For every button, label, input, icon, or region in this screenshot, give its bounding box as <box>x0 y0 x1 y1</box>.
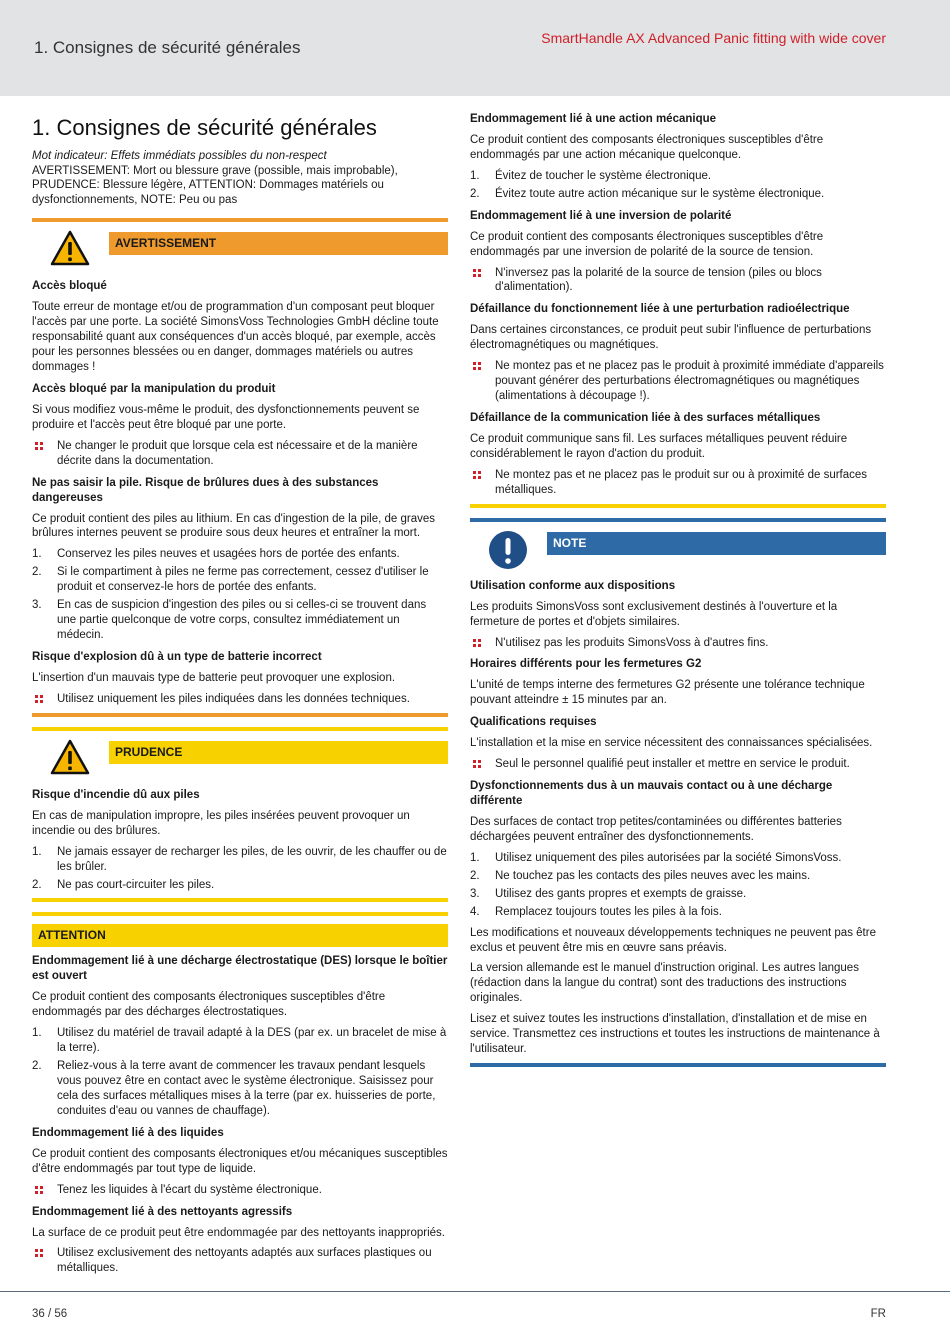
paragraph: Lisez et suivez toutes les instructions d'installation, d'installation et de mise en service. Transmettez ces instructions et toutes les instructions de maintenance à l'utilisateur. <box>470 1013 880 1056</box>
note-box-top-bar <box>470 518 886 522</box>
numbered-item <box>470 887 886 902</box>
section-heading: Utilisation conforme aux dispositions <box>470 579 676 592</box>
warning-header <box>32 226 448 272</box>
bullet-list <box>470 468 886 498</box>
numbered-item <box>470 169 886 184</box>
paragraph: Ce produit contient des composants électroniques susceptibles d'être endommagés par des décharges électrostatiques. <box>32 991 386 1019</box>
section-heading: Qualifications requises <box>470 716 597 729</box>
paragraph: En cas de manipulation impropre, les piles insérées peuvent provoquer un incendie ou des brûlures. <box>32 809 410 837</box>
header-section-title: 1. Consignes de sécurité générales <box>34 38 301 57</box>
exclamation-circle-icon <box>488 530 528 570</box>
numbered-list <box>32 1026 448 1119</box>
bullet-item: Seul le personnel qualifié peut installer et mettre en service le produit. <box>470 757 886 772</box>
attention-box-top-bar <box>32 912 448 916</box>
left-column <box>32 112 448 1282</box>
item-number: 2. <box>32 566 42 579</box>
item-text: En cas de suspicion d'ingestion des piles ou si celles-ci se trouvent dans une partie quelconque de votre corps, consultez immédiatement un médecin. <box>57 599 427 642</box>
attention-box-bottom-bar <box>470 504 886 508</box>
item-number: 2. <box>32 1060 42 1073</box>
numbered-item <box>32 565 448 595</box>
bullet-item: Ne changer le produit que lorsque cela est nécessaire et de la manière décrite dans la documentation. <box>32 439 448 469</box>
language-code: FR <box>870 1308 886 1320</box>
caution-box-bottom-bar <box>32 898 448 902</box>
item-text: Conservez les piles neuves et usagées hors de portée des enfants. <box>57 548 400 561</box>
paragraph: Dans certaines circonstances, ce produit peut subir l'influence de perturbations électromagnétiques ou magnétiques. <box>470 324 872 352</box>
item-number: 2. <box>470 187 480 200</box>
numbered-list <box>470 851 886 920</box>
item-text: Ne pas court-circuiter les piles. <box>57 878 215 891</box>
note-label: NOTE <box>547 532 886 555</box>
section-heading: Endommagement lié à des nettoyants agressifs <box>32 1205 293 1218</box>
numbered-item <box>32 1059 448 1119</box>
warning-triangle-icon <box>50 230 90 266</box>
bullet-list <box>470 359 886 404</box>
bullet-item: Tenez les liquides à l'écart du système électronique. <box>32 1183 448 1198</box>
paragraph: Ce produit contient des composants électroniques susceptibles d'être endommagés par une inversion de polarité de la source de tension. <box>470 230 824 258</box>
paragraph: Les produits SimonsVoss sont exclusivement destinés à l'ouverture et la fermeture de portes et d'objets similaires. <box>470 600 838 628</box>
numbered-item <box>32 878 448 893</box>
header-product-name: SmartHandle AX Advanced Panic fitting with wide cover <box>541 30 886 46</box>
warning-body <box>32 279 448 707</box>
warning-box-top-bar <box>32 218 448 222</box>
numbered-item <box>470 905 886 920</box>
bullet-list <box>470 266 886 296</box>
section-heading: Endommagement lié à une inversion de polarité <box>470 209 732 222</box>
item-text: Utilisez des gants propres et exempts de graisse. <box>495 887 747 900</box>
item-number: 3. <box>32 599 42 612</box>
attention-body <box>32 954 448 1276</box>
page-number: 36 / 56 <box>32 1308 68 1320</box>
bullet-list <box>32 439 448 469</box>
numbered-list <box>32 547 448 643</box>
footer-divider <box>0 1291 950 1292</box>
page-header <box>0 0 950 96</box>
paragraph: L'insertion d'un mauvais type de batterie peut provoquer une explosion. <box>32 671 396 684</box>
section-heading: Endommagement lié à une action mécanique <box>470 113 717 125</box>
item-number: 1. <box>470 851 480 864</box>
paragraph: L'installation et la mise en service nécessitent des connaissances spécialisées. <box>470 737 873 750</box>
section-heading: Accès bloqué <box>32 280 107 293</box>
bullet-item: Utilisez uniquement les piles indiquées dans les données techniques. <box>32 692 448 707</box>
paragraph: Ce produit contient des composants électroniques susceptibles d'être endommagés par une action mécanique quelconque. <box>470 133 824 161</box>
section-heading: Défaillance du fonctionnement liée à une perturbation radioélectrique <box>470 303 850 316</box>
numbered-item <box>470 869 886 884</box>
bullet-list <box>32 1183 448 1198</box>
item-number: 1. <box>470 169 480 182</box>
page-title: 1. Consignes de sécurité générales <box>32 115 377 140</box>
item-text: Évitez de toucher le système électronique. <box>495 169 712 182</box>
paragraph: Toute erreur de montage et/ou de programmation d'un composant peut bloquer l'accès par une porte. La société SimonsVoss Technologies GmbH décline toute responsabilité quant aux conséquences d'un accès bloqué, par exemple, accès pour les personnes blessées ou en danger, dommages matériels ou autres dommages ! <box>32 301 439 374</box>
signal-word-definitions: AVERTISSEMENT: Mort ou blessure grave (possible, mais improbable), PRUDENCE: Blessure légère, ATTENTION: Dommages matériels ou dysfonctionnements, NOTE: Peu ou pas <box>32 164 398 207</box>
section-heading: Risque d'explosion dû à un type de batterie incorrect <box>32 651 322 664</box>
numbered-item <box>32 547 448 562</box>
item-text: Utilisez uniquement des piles autorisées par la société SimonsVoss. <box>495 851 842 864</box>
section-heading: Accès bloqué par la manipulation du produit <box>32 382 276 395</box>
paragraph: Des surfaces de contact trop petites/contaminées ou différentes batteries déchargées peuvent entraîner des dysfonctionnements. <box>470 815 842 843</box>
bullet-list <box>470 757 886 772</box>
section-heading: Dysfonctionnements dus à un mauvais contact ou à une décharge différente <box>470 780 833 807</box>
paragraph: La surface de ce produit peut être endommagée par des nettoyants inappropriés. <box>32 1226 445 1239</box>
item-text: Reliez-vous à la terre avant de commencer les travaux pendant lesquels vous pouvez être en contact avec le système électronique. Saisissez pour cela des surfaces métalliques mises à la terre (par ex. huisseries de porte, conduites d'eau ou vannes de chauffage). <box>57 1060 436 1117</box>
paragraph: Ce produit contient des composants électroniques et/ou mécaniques susceptibles d'être endommagés par tout type de liquide. <box>32 1147 448 1175</box>
caution-label: PRUDENCE <box>109 741 448 764</box>
item-number: 3. <box>470 887 480 900</box>
right-column <box>470 112 886 1073</box>
section-heading: Risque d'incendie dû aux piles <box>32 788 200 801</box>
paragraph: Les modifications et nouveaux développements techniques ne peuvent pas être exclus et peuvent être mis en œuvre sans préavis. <box>470 926 876 954</box>
section-heading: Ne pas saisir la pile. Risque de brûlures dues à des substances dangereuses <box>32 476 379 504</box>
item-text: Si le compartiment à piles ne ferme pas correctement, cessez d'utiliser le produit et conservez-le hors de portée des enfants. <box>57 566 429 594</box>
item-text: Utilisez du matériel de travail adapté à la DES (par ex. un bracelet de mise à la terre). <box>57 1027 447 1055</box>
paragraph: Si vous modifiez vous-même le produit, des dysfonctionnements peuvent se produire et l'accès peut être bloqué par une porte. <box>32 403 420 431</box>
bullet-list <box>470 636 886 651</box>
item-text: Remplacez toujours toutes les piles à la fois. <box>495 905 722 918</box>
warning-box-bottom-bar <box>32 713 448 717</box>
caution-header <box>32 735 448 781</box>
note-body <box>470 579 886 1057</box>
item-number: 1. <box>32 1027 42 1040</box>
bullet-item: N'utilisez pas les produits SimonsVoss à d'autres fins. <box>470 636 886 651</box>
numbered-item <box>32 598 448 643</box>
note-header <box>470 526 886 572</box>
paragraph: L'unité de temps interne des fermetures G2 présente une tolérance technique pouvant atteindre ± 15 minutes par an. <box>470 679 865 707</box>
section-heading: Endommagement lié à une décharge électrostatique (DES) lorsque le boîtier est ouvert <box>32 955 448 983</box>
caution-box-top-bar <box>32 727 448 731</box>
paragraph: Ce produit contient des piles au lithium. En cas d'ingestion de la pile, de graves brûlures internes peuvent se produire sous deux heures et entraîner la mort. <box>32 512 436 540</box>
section-heading: Endommagement lié à des liquides <box>32 1126 224 1139</box>
item-number: 4. <box>470 905 480 918</box>
paragraph: La version allemande est le manuel d'instruction original. Les autres langues (rédaction dans la langue du contrat) sont des traductions des instructions originales. <box>470 962 859 1005</box>
numbered-item <box>32 845 448 875</box>
bullet-list <box>32 692 448 707</box>
item-text: Ne touchez pas les contacts des piles neuves avec les mains. <box>495 869 811 882</box>
item-number: 1. <box>32 548 42 561</box>
bullet-item: N'inversez pas la polarité de la source de tension (piles ou blocs d'alimentation). <box>470 266 886 296</box>
section-heading: Horaires différents pour les fermetures G2 <box>470 658 702 671</box>
numbered-list <box>470 169 886 202</box>
bullet-list <box>32 1246 448 1276</box>
attention-body-continued <box>470 112 886 498</box>
numbered-item <box>32 1026 448 1056</box>
caution-body <box>32 788 448 893</box>
paragraph: Ce produit communique sans fil. Les surfaces métalliques peuvent réduire considérablement le rayon d'action du produit. <box>470 432 848 460</box>
numbered-item <box>470 187 886 202</box>
warning-triangle-icon <box>50 739 90 775</box>
numbered-item <box>470 851 886 866</box>
bullet-item: Ne montez pas et ne placez pas le produit sur ou à proximité de surfaces métalliques. <box>470 468 886 498</box>
item-text: Ne jamais essayer de recharger les piles, de les ouvrir, de les chauffer ou de les brûler. <box>57 845 447 873</box>
item-text: Évitez toute autre action mécanique sur le système électronique. <box>495 187 825 200</box>
note-box-bottom-bar <box>470 1063 886 1067</box>
numbered-list <box>32 845 448 893</box>
signal-word-indicator: Mot indicateur: Effets immédiats possibles du non-respect <box>32 149 327 162</box>
item-number: 2. <box>32 878 42 891</box>
bullet-item: Utilisez exclusivement des nettoyants adaptés aux surfaces plastiques ou métalliques. <box>32 1246 448 1276</box>
attention-label: ATTENTION <box>32 924 448 947</box>
item-number: 1. <box>32 845 42 858</box>
item-number: 2. <box>470 869 480 882</box>
warning-label: AVERTISSEMENT <box>109 232 448 255</box>
section-heading: Défaillance de la communication liée à des surfaces métalliques <box>470 412 821 424</box>
bullet-item: Ne montez pas et ne placez pas le produit à proximité immédiate d'appareils pouvant générer des perturbations électromagnétiques ou magnétiques (alimentations à découpage !). <box>470 359 886 404</box>
